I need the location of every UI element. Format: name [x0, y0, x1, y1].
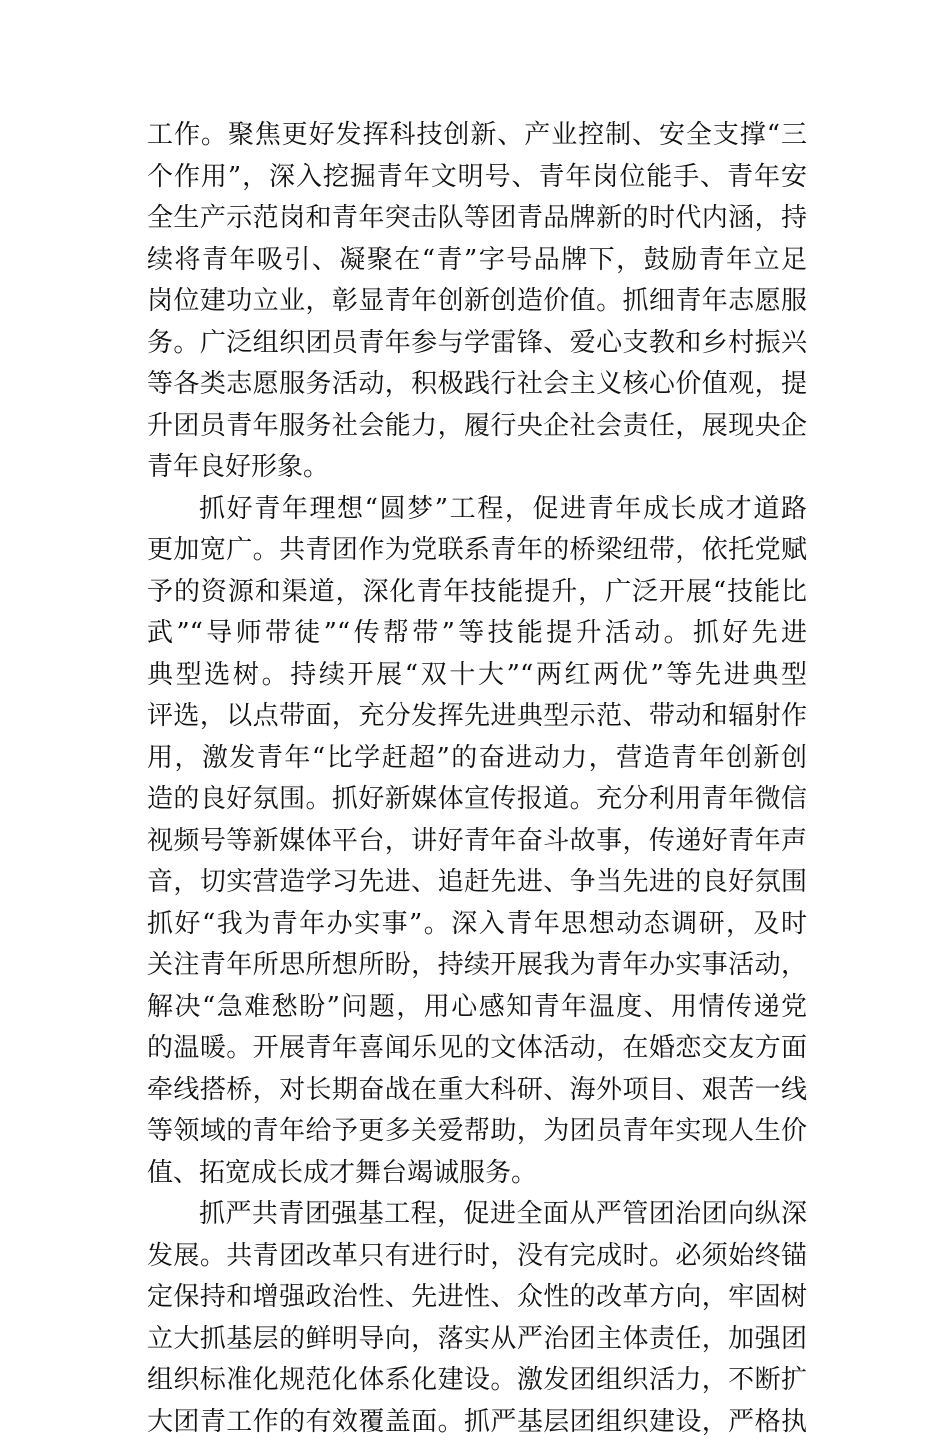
text-line: 全生产示范岗和青年突击队等团青品牌新的时代内涵，持	[147, 198, 807, 240]
text-line: 抓好“我为青年办实事”。深入青年思想动态调研，及时	[147, 904, 807, 946]
text-line: 视频号等新媒体平台，讲好青年奋斗故事，传递好青年声	[147, 821, 807, 863]
text-line: 典型选树。持续开展“双十大”“两红两优”等先进典型	[147, 655, 807, 697]
text-line: 立大抓基层的鲜明导向，落实从严治团主体责任，加强团	[147, 1319, 807, 1361]
text-line: 大团青工作的有效覆盖面。抓严基层团组织建设，严格执	[147, 1402, 807, 1443]
paragraph-start-line: 抓好青年理想“圆梦”工程，促进青年成长成才道路	[147, 489, 807, 531]
text-line: 牵线搭桥，对长期奋战在重大科研、海外项目、艰苦一线	[147, 1070, 807, 1112]
text-line: 用，激发青年“比学赶超”的奋进动力，营造青年创新创	[147, 738, 807, 780]
text-line: 评选，以点带面，充分发挥先进典型示范、带动和辐射作	[147, 696, 807, 738]
text-line: 予的资源和渠道，深化青年技能提升，广泛开展“技能比	[147, 572, 807, 614]
text-line: 组织标准化规范化体系化建设。激发团组织活力，不断扩	[147, 1360, 807, 1402]
paragraph-start-line: 抓严共青团强基工程，促进全面从严管团治团向纵深	[147, 1194, 807, 1236]
text-line: 关注青年所思所想所盼，持续开展我为青年办实事活动，	[147, 945, 807, 987]
text-line: 岗位建功立业，彰显青年创新创造价值。抓细青年志愿服	[147, 281, 807, 323]
text-line: 的温暖。开展青年喜闻乐见的文体活动，在婚恋交友方面	[147, 1028, 807, 1070]
paragraph-end-line: 值、拓宽成长成才舞台竭诚服务。	[147, 1153, 807, 1195]
text-line: 音，切实营造学习先进、追赶先进、争当先进的良好氛围	[147, 862, 807, 904]
text-line: 升团员青年服务社会能力，履行央企社会责任，展现央企	[147, 406, 807, 448]
text-line: 解决“急难愁盼”问题，用心感知青年温度、用情传递党	[147, 987, 807, 1029]
text-line: 定保持和增强政治性、先进性、众性的改革方向，牢固树	[147, 1277, 807, 1319]
text-line: 续将青年吸引、凝聚在“青”字号品牌下，鼓励青年立足	[147, 240, 807, 282]
text-line: 等领域的青年给予更多关爱帮助，为团员青年实现人生价	[147, 1111, 807, 1153]
text-line: 武”“导师带徒”“传帮带”等技能提升活动。抓好先进	[147, 613, 807, 655]
text-line: 等各类志愿服务活动，积极践行社会主义核心价值观，提	[147, 364, 807, 406]
text-line: 造的良好氛围。抓好新媒体宣传报道。充分利用青年微信	[147, 779, 807, 821]
text-line: 更加宽广。共青团作为党联系青年的桥梁纽带，依托党赋	[147, 530, 807, 572]
paragraph-end-line: 青年良好形象。	[147, 447, 807, 489]
text-line: 个作用”，深入挖掘青年文明号、青年岗位能手、青年安	[147, 157, 807, 199]
text-line: 发展。共青团改革只有进行时，没有完成时。必须始终锚	[147, 1236, 807, 1278]
text-line: 工作。聚焦更好发挥科技创新、产业控制、安全支撑“三	[147, 115, 807, 157]
document-body	[147, 115, 807, 1443]
text-line: 务。广泛组织团员青年参与学雷锋、爱心支教和乡村振兴	[147, 323, 807, 365]
